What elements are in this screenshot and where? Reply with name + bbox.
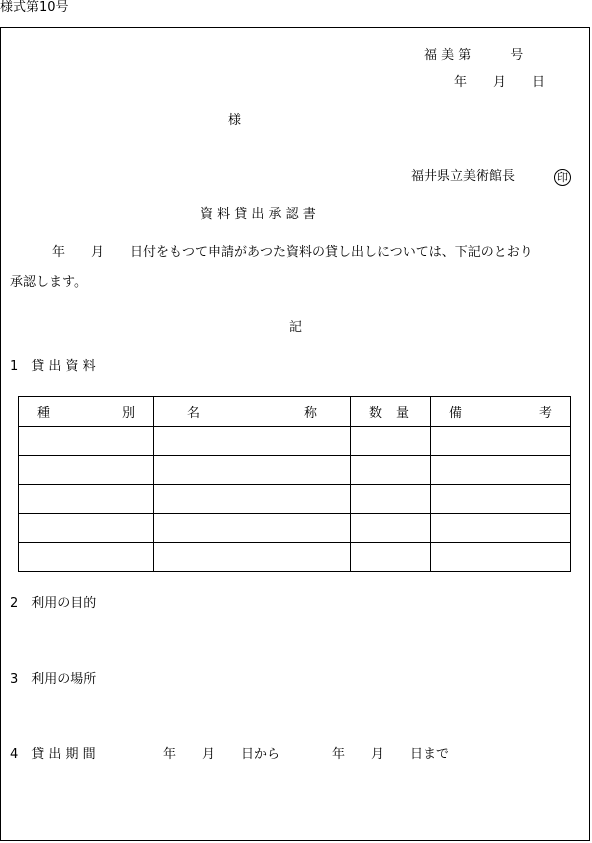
table-cell[interactable]: [154, 543, 351, 572]
table-cell[interactable]: [19, 427, 154, 456]
table-cell[interactable]: [154, 456, 351, 485]
loan-period: 年 月 日から 年 月 日まで: [163, 747, 450, 762]
table-row: [19, 485, 571, 514]
addressee-suffix: 様: [228, 113, 242, 128]
table-cell[interactable]: [431, 485, 571, 514]
table-cell[interactable]: [351, 485, 431, 514]
document-title: 資 料 貸 出 承 認 書: [200, 207, 316, 222]
table-cell[interactable]: [19, 456, 154, 485]
table-cell[interactable]: [431, 456, 571, 485]
table-cell[interactable]: [351, 514, 431, 543]
ki-heading: 記: [289, 320, 303, 335]
column-header-remarks: 備 考: [431, 397, 571, 427]
table-cell[interactable]: [19, 485, 154, 514]
section-4-heading: 4 貸 出 期 間: [10, 747, 96, 762]
table-cell[interactable]: [351, 543, 431, 572]
issuer-name: 福井県立美術館長: [411, 169, 516, 184]
column-header-type: 種 別: [19, 397, 154, 427]
loan-items-table: [18, 396, 571, 572]
column-header-quantity: 数 量: [351, 397, 431, 427]
table-cell[interactable]: [351, 427, 431, 456]
table-cell[interactable]: [154, 427, 351, 456]
column-header-name: 名 称: [154, 397, 351, 427]
table-cell[interactable]: [19, 514, 154, 543]
table-cell[interactable]: [431, 514, 571, 543]
body-line-1: 年 月 日付をもつて申請があつた資料の貸し出しについては、下記のとおり: [52, 245, 533, 260]
table-row: [19, 427, 571, 456]
table-row: [19, 456, 571, 485]
section-3-heading: 3 利用の場所: [10, 672, 97, 687]
form-number: 様式第10号: [0, 0, 69, 15]
section-1-heading: 1 貸 出 資 料: [10, 359, 96, 374]
seal-stamp: 印: [554, 169, 571, 186]
table-row: [19, 514, 571, 543]
reference-number: 福 美 第 号: [424, 48, 524, 63]
table-cell[interactable]: [154, 485, 351, 514]
issue-date: 年 月 日: [454, 75, 546, 90]
table-header-row: [19, 397, 571, 427]
table-cell[interactable]: [19, 543, 154, 572]
body-line-2: 承認します。: [10, 275, 87, 290]
table-cell[interactable]: [154, 514, 351, 543]
table-cell[interactable]: [431, 543, 571, 572]
table-row: [19, 543, 571, 572]
section-2-heading: 2 利用の目的: [10, 596, 97, 611]
table-cell[interactable]: [431, 427, 571, 456]
table-cell[interactable]: [351, 456, 431, 485]
